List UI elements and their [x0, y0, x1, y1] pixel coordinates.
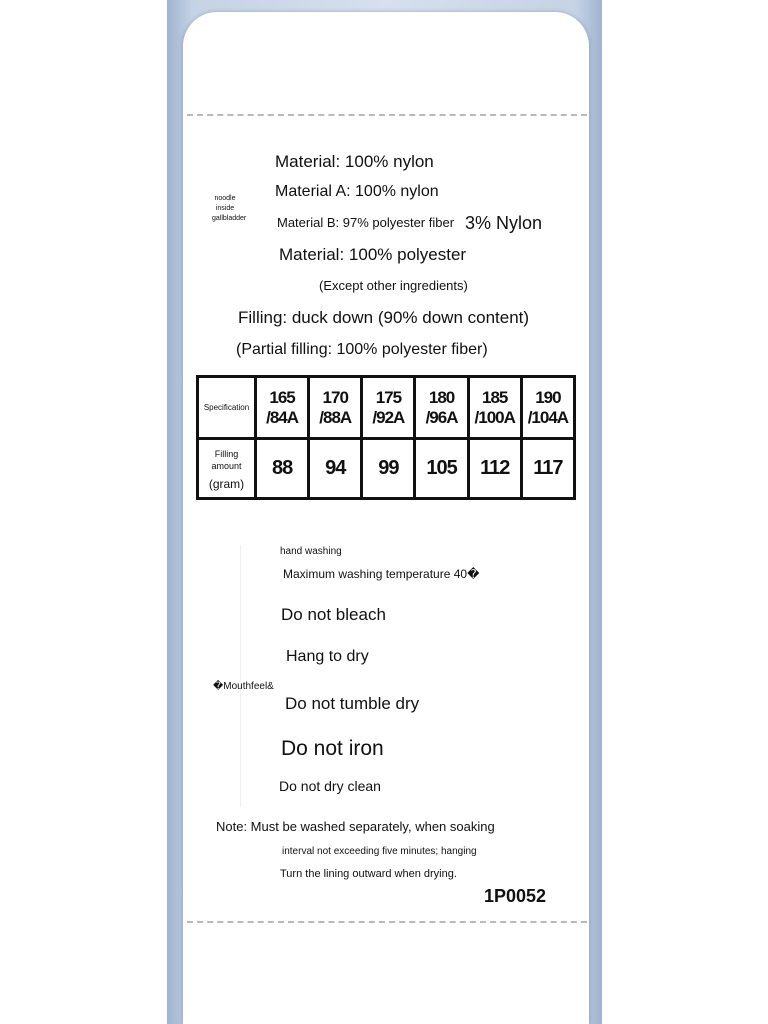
size-cell: 165 /84A — [256, 377, 309, 439]
table-row — [198, 439, 575, 499]
spec-header: Specification — [198, 377, 256, 439]
side-note — [212, 194, 247, 224]
hang-dry-text: Hang to dry — [286, 648, 369, 665]
table-row — [198, 377, 575, 439]
size-cell: 175 /92A — [362, 377, 415, 439]
filling-header — [198, 439, 256, 499]
no-tumble-text: Do not tumble dry — [285, 694, 420, 713]
side-note-line: inside — [215, 205, 235, 212]
max-temp-text: Maximum washing temperature 40� — [283, 567, 480, 581]
except-note: (Except other ingredients) — [319, 278, 468, 293]
partial-filling-line: (Partial filling: 100% polyester fiber) — [236, 341, 488, 358]
care-side-label: �Mouthfeel& — [213, 681, 274, 692]
amount-cell: 112 — [468, 439, 521, 499]
spec-table — [196, 375, 576, 500]
amount-cell: 105 — [415, 439, 468, 499]
hand-wash-text: hand washing — [280, 546, 342, 557]
amount-cell: 117 — [521, 439, 574, 499]
material-b-extra: 3% Nylon — [465, 213, 543, 233]
size-cell: 180 /96A — [415, 377, 468, 439]
material-b-line: Material B: 97% polyester fiber — [277, 215, 455, 230]
top-cut-line — [187, 114, 587, 116]
care-divider — [240, 545, 241, 807]
filling-line: Filling: duck down (90% down content) — [238, 308, 530, 327]
note-line-2: interval not exceeding five minutes; hanging — [282, 846, 477, 857]
size-cell: 170 /88A — [309, 377, 362, 439]
note-line-3: Turn the lining outward when drying. — [280, 868, 457, 880]
note-line-1: Note: Must be washed separately, when soaking — [216, 819, 495, 834]
no-bleach-text: Do not bleach — [281, 605, 386, 624]
no-iron-text: Do not iron — [281, 737, 384, 760]
product-code: 1P0052 — [484, 886, 547, 906]
amount-cell: 88 — [256, 439, 309, 499]
material-a-line: Material A: 100% nylon — [275, 183, 439, 200]
side-note-line: noodle — [214, 195, 236, 202]
filling-unit: (gram) — [208, 476, 245, 491]
side-note-line: gallbladder — [212, 215, 247, 222]
size-cell: 185 /100A — [468, 377, 521, 439]
bottom-cut-line — [187, 921, 587, 923]
material-c-line: Material: 100% polyester — [279, 245, 467, 264]
amount-cell: 99 — [362, 439, 415, 499]
amount-cell: 94 — [309, 439, 362, 499]
filling-header-label: Filling amount — [211, 448, 242, 471]
no-dry-clean-text: Do not dry clean — [279, 778, 381, 794]
size-cell: 190 /104A — [521, 377, 574, 439]
material-line: Material: 100% nylon — [275, 152, 434, 171]
